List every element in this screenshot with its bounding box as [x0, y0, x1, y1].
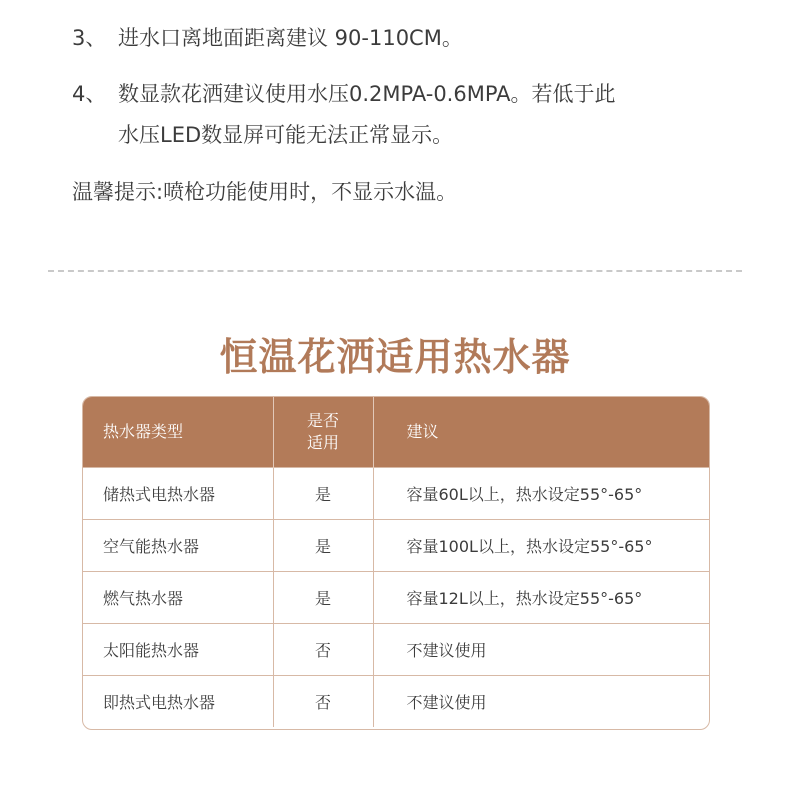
cell-suggestion: 容量100L以上，热水设定55°-65°	[373, 520, 709, 572]
cell-heater-type: 燃气热水器	[83, 572, 273, 624]
cell-suggestion: 容量12L以上，热水设定55°-65°	[373, 572, 709, 624]
table-header-row	[83, 397, 709, 468]
cell-applicable: 是	[273, 468, 373, 520]
table-row	[83, 572, 709, 624]
water-heater-table	[82, 396, 710, 730]
dashed-divider	[48, 270, 742, 272]
table-row	[83, 468, 709, 520]
cell-applicable: 是	[273, 572, 373, 624]
header-applicable-label: 是否 适用	[306, 411, 339, 452]
cell-applicable: 否	[273, 624, 373, 676]
note-text: 数显款花洒建议使用水压0.2MPA-0.6MPA。若低于此	[118, 82, 616, 106]
cell-suggestion: 不建议使用	[373, 624, 709, 676]
header-heater-type: 热水器类型	[83, 397, 273, 468]
note-item-4	[72, 80, 616, 108]
cell-heater-type: 即热式电热水器	[83, 676, 273, 728]
cell-suggestion: 容量60L以上，热水设定55°-65°	[373, 468, 709, 520]
note-number: 3、	[72, 26, 107, 50]
table-row	[83, 624, 709, 676]
note-number: 4、	[72, 82, 107, 106]
table-row	[83, 520, 709, 572]
note-item-3	[72, 24, 463, 52]
note-text: 进水口离地面距离建议 90-110CM。	[118, 26, 463, 50]
cell-applicable: 是	[273, 520, 373, 572]
cell-heater-type: 储热式电热水器	[83, 468, 273, 520]
cell-heater-type: 空气能热水器	[83, 520, 273, 572]
cell-applicable: 否	[273, 676, 373, 728]
header-suggestion: 建议	[373, 397, 709, 468]
warm-tip: 温馨提示:喷枪功能使用时，不显示水温。	[72, 180, 458, 204]
note-text-continuation: 水压LED数显屏可能无法正常显示。	[118, 123, 454, 147]
header-applicable	[273, 397, 373, 468]
table-body	[83, 468, 709, 728]
section-title: 恒温花洒适用热水器	[219, 335, 571, 379]
cell-heater-type: 太阳能热水器	[83, 624, 273, 676]
table-row	[83, 676, 709, 728]
cell-suggestion: 不建议使用	[373, 676, 709, 728]
